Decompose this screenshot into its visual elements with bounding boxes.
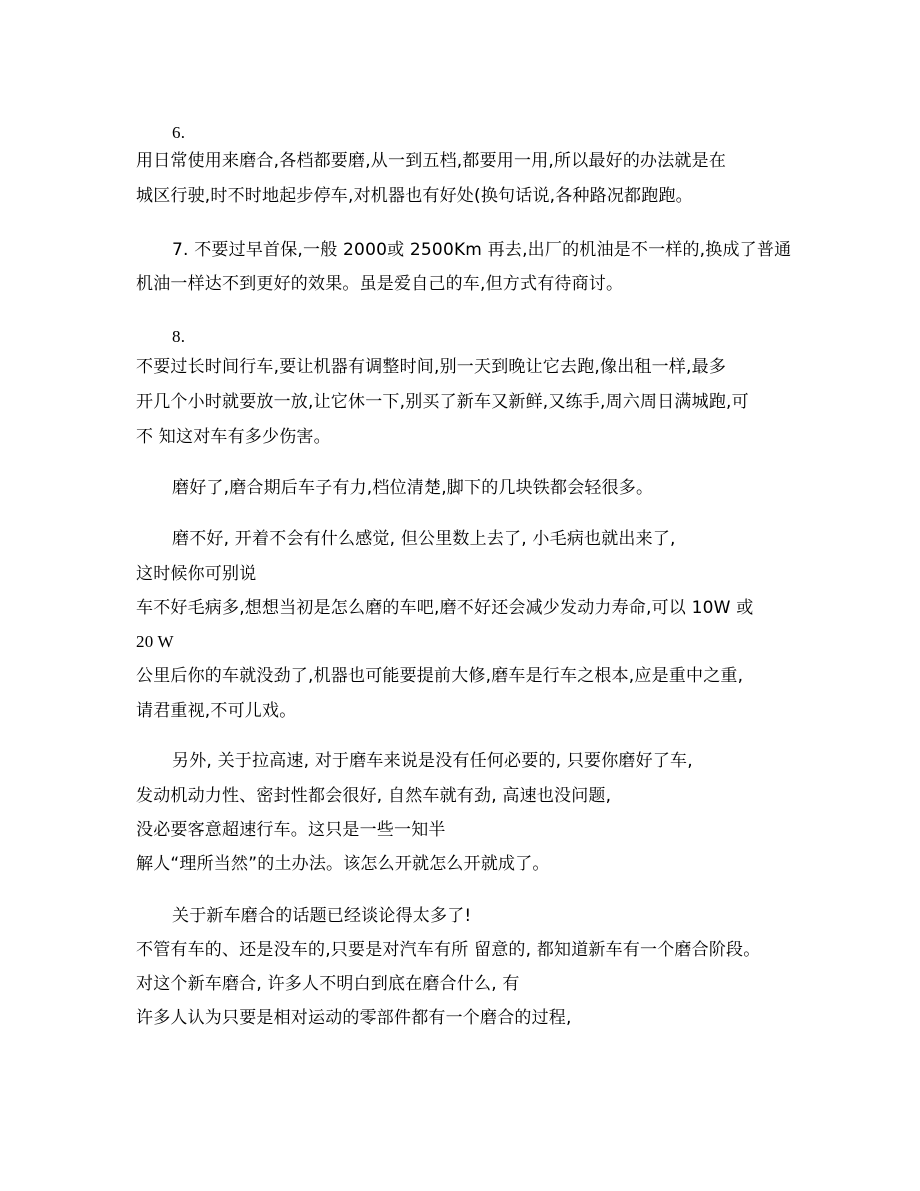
paragraph-line: 机油一样达不到更好的效果。虽是爱自己的车,但方式有待商讨。	[136, 274, 624, 294]
paragraph-line: 磨好了,磨合期后车子有力,档位清楚,脚下的几块铁都会轻很多。	[172, 478, 654, 498]
item-number-8: 8.	[172, 327, 186, 346]
paragraph-line: 磨不好, 开着不会有什么感觉, 但公里数上去了, 小毛病也就出来了,	[172, 529, 676, 549]
paragraph-line: 发动机动力性、密封性都会很好, 自然车就有劲, 高速也没问题,	[136, 786, 612, 806]
paragraph-line: 用日常使用来磨合,各档都要磨,从一到五档,都要用一用,所以最好的办法就是在	[136, 151, 727, 171]
paragraph-line: 对这个新车磨合, 许多人不明白到底在磨合什么, 有	[136, 974, 520, 994]
paragraph-line: 7. 不要过早首保,一般 2000或 2500Km 再去,出厂的机油是不一样的,换成了普通	[172, 240, 792, 260]
paragraph-line: 城区行驶,时不时地起步停车,对机器也有好处(换句话说,各种路况都跑跑。	[136, 186, 693, 206]
paragraph-line: 解人“理所当然”的土办法。该怎么开就怎么开就成了。	[136, 854, 550, 874]
paragraph-line: 关于新车磨合的话题已经谈论得太多了!	[172, 906, 472, 926]
paragraph-line: 另外, 关于拉高速, 对于磨车来说是没有任何必要的, 只要你磨好了车,	[172, 751, 693, 771]
paragraph-line: 车不好毛病多,想想当初是怎么磨的车吧,磨不好还会减少发动力寿命,可以 10W 或	[136, 598, 754, 618]
paragraph-line: 不要过长时间行车,要让机器有调整时间,别一天到晚让它去跑,像出租一样,最多	[136, 357, 727, 377]
paragraph-line: 不管有车的、还是没车的,只要是对汽车有所 留意的, 都知道新车有一个磨合阶段。	[136, 940, 761, 960]
paragraph-line: 这时候你可别说	[136, 564, 257, 584]
paragraph-line: 公里后你的车就没劲了,机器也可能要提前大修,磨车是行车之根本,应是重中之重,	[136, 666, 744, 686]
paragraph-line: 许多人认为只要是相对运动的零部件都有一个磨合的过程,	[136, 1008, 572, 1028]
paragraph-line: 不 知这对车有多少伤害。	[136, 427, 331, 447]
paragraph-line: 没必要客意超速行车。这只是一些一知半	[136, 820, 446, 840]
paragraph-line: 20 W	[136, 632, 174, 651]
paragraph-line: 开几个小时就要放一放,让它休一下,别买了新车又新鲜,又练手,周六周日满城跑,可	[136, 392, 749, 412]
paragraph-line: 请君重视,不可儿戏。	[136, 701, 297, 721]
item-number-6: 6.	[172, 123, 186, 142]
